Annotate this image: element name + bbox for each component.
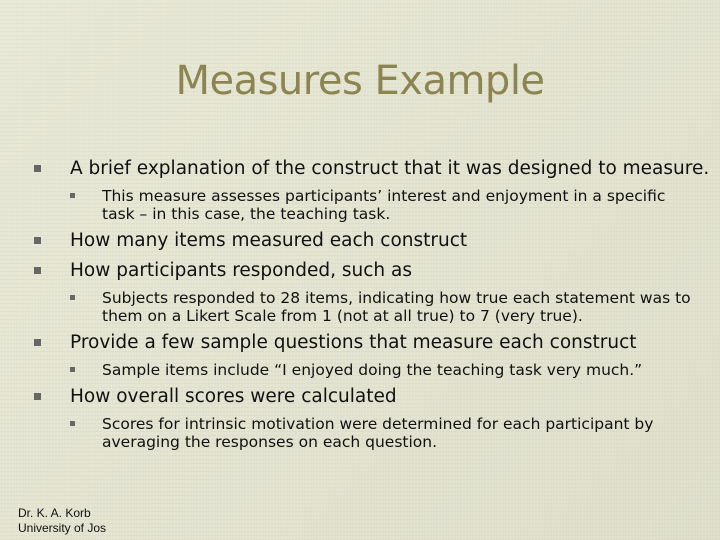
- square-bullet-icon: [70, 421, 75, 426]
- footer-affiliation: University of Jos: [18, 521, 107, 535]
- bullet-text: A brief explanation of the construct that it was designed to measure.: [70, 158, 710, 179]
- bullet-text: How participants responded, such as: [70, 260, 412, 281]
- bullet-item: [34, 382, 694, 412]
- bullet-text: How many items measured each construct: [70, 230, 468, 251]
- sub-bullet-text: Sample items include “I enjoyed doing the teaching task very much.”: [102, 361, 643, 379]
- sub-bullet-item: [70, 415, 694, 451]
- square-bullet-icon: [34, 393, 41, 400]
- bullet-list: [34, 154, 710, 451]
- bullet-item: [34, 226, 694, 256]
- sub-bullet-text: Subjects responded to 28 items, indicating how true each statement was to them on a Likert Scale from 1 (not at all true) to 7 (very true).: [102, 289, 691, 325]
- sub-bullet-item: [70, 289, 694, 325]
- bullet-item: [34, 328, 694, 358]
- square-bullet-icon: [70, 295, 75, 300]
- square-bullet-icon: [34, 165, 41, 172]
- bullet-text: How overall scores were calculated: [70, 386, 397, 407]
- square-bullet-icon: [34, 237, 41, 244]
- sub-bullet-item: [70, 361, 694, 379]
- square-bullet-icon: [70, 193, 75, 198]
- bullet-item: [34, 154, 710, 184]
- bullet-item: [34, 256, 694, 286]
- slide-title: Measures Example: [175, 58, 545, 104]
- footer-author: Dr. K. A. Korb: [18, 506, 91, 520]
- bullet-text: Provide a few sample questions that measure each construct: [70, 332, 637, 353]
- square-bullet-icon: [70, 367, 75, 372]
- square-bullet-icon: [34, 267, 41, 274]
- footer-credit: [18, 506, 106, 536]
- sub-bullet-item: [70, 187, 694, 223]
- sub-bullet-text: This measure assesses participants’ interest and enjoyment in a specific task – in this case, the teaching task.: [102, 187, 666, 223]
- square-bullet-icon: [34, 339, 41, 346]
- sub-bullet-text: Scores for intrinsic motivation were determined for each participant by averaging the responses on each question.: [102, 415, 654, 451]
